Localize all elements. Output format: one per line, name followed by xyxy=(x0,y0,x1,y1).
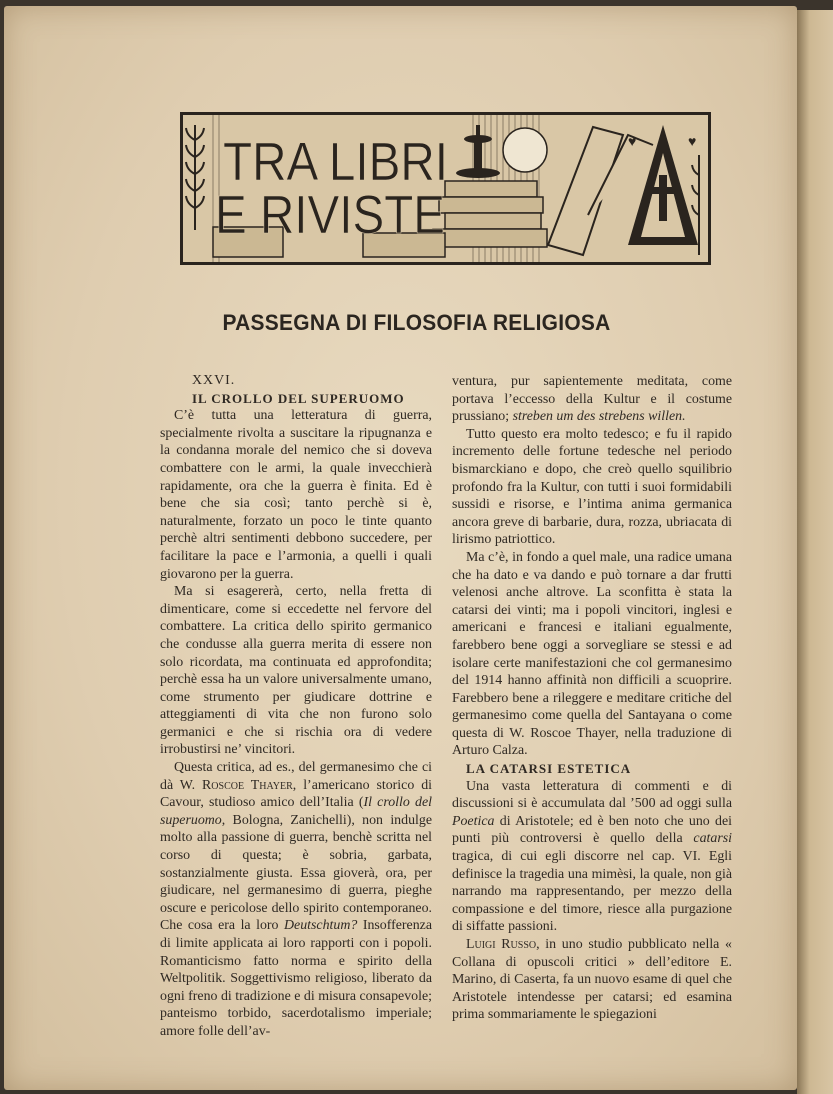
page-title: PASSEGNA DI FILOSOFIA RELIGIOSA xyxy=(222,310,611,335)
adjacent-page-edge xyxy=(797,10,833,1094)
paragraph: Ma c’è, in fondo a quel male, una radice umana che ha dato e va dando e può tornare a dar frutti velenosi anche altrove. La sconfitta è stata la catarsi dei vinti; ma i popoli vincitori, inglesi e americani e francesi e italiani egualmente, farebbero bene oggi a sorvegliare se stessi e ad isolare certe manifestazioni che col germanesimo del 1914 hanno affinità non difficili a scuoprire. Farebbero bene a rileggere e meditare critiche del germanesimo come quella del Santayana o come questa di W. Roscoe Thayer, nella traduzione di Arturo Calza. xyxy=(452,549,732,759)
banner-title-line2: E RIVISTE xyxy=(215,185,445,245)
moon-icon xyxy=(503,128,547,172)
left-column xyxy=(160,372,432,1041)
section-heading: LA CATARSI ESTETICA xyxy=(466,761,632,777)
banner-title-line1: TRA LIBRI xyxy=(223,132,448,192)
wheat-icon xyxy=(186,125,204,230)
svg-text:♥: ♥ xyxy=(688,135,697,150)
paragraph: C’è tutta una letteratura di guerra, specialmente rivolta a suscitare la ripugnanza e la condanna morale del nemico che si doveva combattere con le armi, la quale invecchierà rapidamente, ora che la guerra è finita. Ed è bene che sia così; tanto perchè si è, naturalmente, forzato un poco le tinte quanto perchè altri sentimenti debbono succedere, per facilitare la pace e l’armonia, a quelli i quali giovarono per la guerra. xyxy=(160,408,432,582)
svg-text:♥: ♥ xyxy=(628,135,637,150)
paragraph: Ma si esagererà, certo, nella fretta di dimenticare, come si eccedette nel fervore del combattere. La critica dello spirito germanico che condusse alla guerra merita di essere non solo ricordata, ma continuata ed approfondita; perchè essa ha un valore universalmente umano, come strumento per giudicare dottrine e atteggiamenti di vita che non furono solo germanici e che si rischia ora di vedere irrobustirsi ne’ vincitori. xyxy=(160,584,432,758)
paragraph: ventura, pur sapientemente meditata, come portava l’eccesso della Kultur e il costume prussiano; streben um des strebens willen. xyxy=(452,374,732,425)
paragraph: Tutto questo era molto tedesco; e fu il rapido incremento delle fortune tedesche nel periodo bismarckiano e dopo, che creò quello squilibrio profondo fra la Kultur, con tutti i suoi formidabili sussidi e risorse, e l’intima anima germanica ancora greve di barbarie, dura, rozza, ubriacata di lirismo patriottico. xyxy=(452,426,732,548)
right-column xyxy=(452,373,732,1024)
paragraph: Questa critica, ad es., del germanesimo che ci dà W. Roscoe Thayer, l’americano storico di Cavour, studioso amico dell’Italia (Il crollo del superuomo, Bologna, Zanichelli), non indulge molto alla passione di guerra, benchè scritta nel corso di questa; è sobria, garbata, sostanzialmente giusta. Essa gioverà, ora, per giudicare, nel germanesimo di guerra, pieghe oscure e pericolose dello spirito contemporaneo. Che cosa era la loro Deutschtum? Insofferenza di limite applicata ai loro rapporti con i popoli. Romanticismo fatto norma e spirito della Weltpolitik. Soggettivismo religioso, liberato da ogni freno di tradizione e di misura consapevole; panteismo torbido, sacerdotalismo imperiale; amore folle dell’av- xyxy=(160,760,433,1039)
header-banner xyxy=(180,112,711,265)
paragraph: Una vasta letteratura di commenti e di discussioni si è accumulata dal ’500 ad oggi sulla Poetica di Aristotele; ed è ben noto che uno dei punti più controversi è quello della catarsi tragica, di cui egli discorre nel cap. VI. Egli definisce la tragedia una mimèsi, la quale, non già narrando ma rappresentando, per mezzo della compassione e del timore, riesce alla purgazione di siffatte passioni. xyxy=(452,778,732,935)
paragraph: Luigi Russo, in uno studio pubblicato nella « Collana di opuscoli critici » dell’editore E. Marino, di Caserta, fa un nuovo esame di quel che Aristotele intendesse per catarsi; ed esamina prima sommariamente le spiegazioni xyxy=(452,937,732,1023)
banner-illustration xyxy=(183,115,708,262)
section-heading: IL CROLLO DEL SUPERUOMO xyxy=(192,390,405,406)
section-numeral: XXVI. xyxy=(192,373,236,388)
lamp-icon xyxy=(456,125,500,178)
